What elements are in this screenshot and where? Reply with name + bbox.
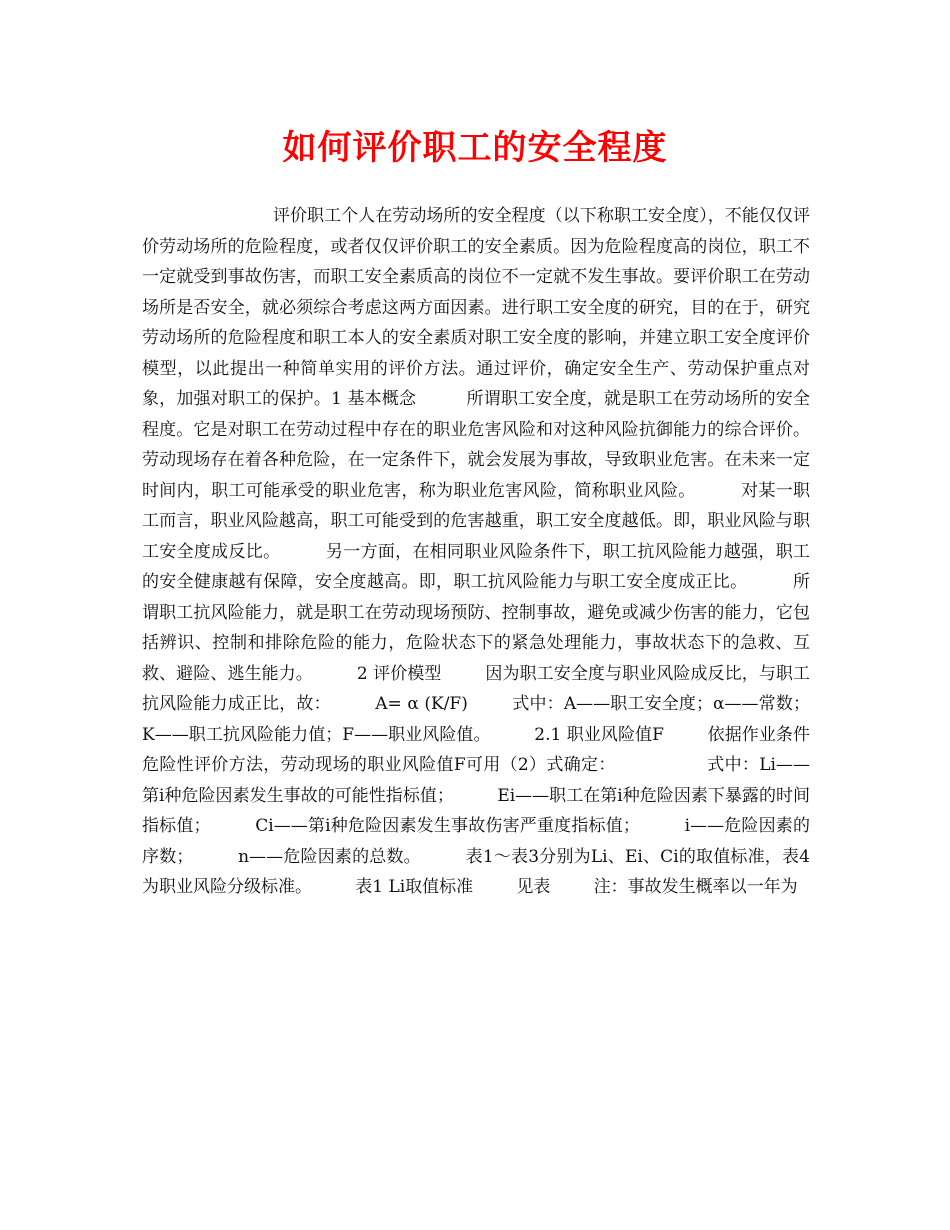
document-title: 如何评价职工的安全程度 [282, 128, 668, 168]
document-body-text: 评价职工个人在劳动场所的安全程度（以下称职工安全度），不能仅仅评价劳动场所的危险程度，或者仅仅评价职工的安全素质。因为危险程度高的岗位，职工不一定就受到事故伤害，而职工安全素质高的岗位不一定就不发生事故。要评价职工在劳动场所是否安全，就必须综合考虑这两方面因素。进行职工安全度的研究，目的在于，研究劳动场所的危险程度和职工本人的安全素质对职工安全度的影响，并建立职工安全度评价模型，以此提出一种简单实用的评价方法。通过评价，确定安全生产、劳动保护重点对象，加强对职工的保护。1 基本概念 所谓职工安全度，就是职工在劳动场所的安全程度。它是对职工在劳动过程中存在的职业危害风险和对这种风险抗御能力的综合评价。 劳动现场存在着各种危险，在一定条件下，就会发展为事故，导致职业危害。在未来一定时间内，职工可能承受的职业危害，称为职业危害风险，简称职业风险。 对某一职工而言，职业风险越高，职工可能受到的危害越重，职工安全度越低。即，职业风险与职工安全度成反比。 另一方面，在相同职业风险条件下，职工抗风险能力越强，职工的安全健康越有保障，安全度越高。即，职工抗风险能力与职工安全度成正比。 所谓职工抗风险能力，就是职工在劳动现场预防、控制事故，避免或减少伤害的能力，它包括辨识、控制和排除危险的能力，危险状态下的紧急处理能力，事故状态下的急救、互救、避险、逃生能力。 2 评价模型 因为职工安全度与职业风险成反比，与职工抗风险能力成正比，故： A= α (K/F) 式中：A——职工安全度；α——常数； K——职工抗风险能力值；F——职业风险值。 2.1 职业风险值F 依据作业条件危险性评价方法，劳动现场的职业风险值F可用（2）式确定： 式中：Li——第i种危险因素发生事故的可能性指标值； Ei——职工在第i种危险因素下暴露的时间指标值； Ci——第i种危险因素发生事故伤害严重度指标值； i——危险因素的序数； n——危险因素的总数。 表1～表3分别为Li、Ei、Ci的取值标准，表4为职业风险分级标准。 表1 Li取值标准 见表 注：事故发生概率以一年为 [142, 206, 854, 897]
